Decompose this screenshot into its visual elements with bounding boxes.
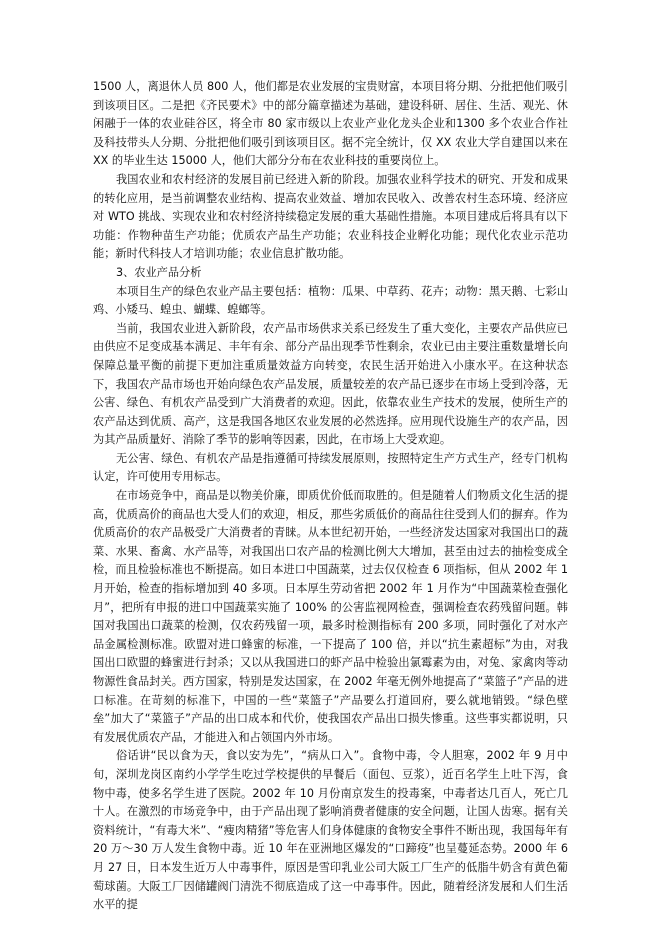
paragraph-2: 我国农业和农村经济的发展目前已经进入新的阶段。加强农业科学技术的研究、开发和成果的转化应用，是当前调整农业结构、提高农业效益、增加农民收入、改善农村生态环境、经济应对 WTO 挑战、实现农业和农村经济持续稳定发展的重大基础性措施。本项目建成后将具有以下功能：作物种苗生产功能；优质农产品生产功能；农业科技企业孵化功能；现代化农业示范功能；新时代科技人才培训功能；农业信息扩散功能。 bbox=[93, 172, 568, 261]
document-page bbox=[93, 78, 568, 915]
paragraph-1: 1500 人，离退休人员 800 人，他们都是农业发展的宝贵财富，本项目将分期、分批把他们吸引到该项目区。二是把《齐民要术》中的部分篇章描述为基础，建设科研、居住、生活、观光、休闲融于一体的农业硅谷区，将全市 80 家市级以上农业产业化龙头企业和1300 多个农业合作社及科技带头人分期、分批把他们吸引到该项目区。据不完全统计，仅 XX 农业大学自建国以来在 XX 的毕业生达 15000 人，他们大部分分布在农业科技的重要岗位上。 bbox=[93, 80, 568, 168]
paragraph-7: 在市场竞争中，商品是以物美价廉，即质优价低而取胜的。但是随着人们物质文化生活的提高，优质高价的商品也大受人们的欢迎，相反，那些劣质低价的商品往往受到人们的摒弃。作为优质高价的农产品极受广大消费者的青睐。从本世纪初开始，一些经济发达国家对我国出口的蔬菜、水果、畜禽、水产品等，对我国出口农产品的检测比例大大增加，甚至由过去的抽检变成全检，而且检验标准也不断提高。如日本进口中国蔬菜，过去仅仅检查 6 项指标，但从 2002 年 1 月开始，检查的指标增加到 40 多项。日本厚生劳动省把 2002 年 1 月作为“中国蔬菜检查强化月”，把所有申报的进口中国蔬菜实施了 100% 的公害监视网检查，强调检查农药残留问题。韩国对我国出口蔬菜的检测，仅农药残留一项，最多时检测指标有 200 多项，同时强化了对水产品金属检测标准。欧盟对进口蜂蜜的标准，一下提高了 100 倍，并以“抗生素超标”为由，对我国出口欧盟的蜂蜜进行封杀；又以从我国进口的虾产品中检验出氯霉素为由，对兔、家禽肉等动物源性食品封关。西方国家，特别是发达国家，在 2002 年毫无例外地提高了“菜篮子”产品的进口标准。在苛刻的标准下，中国的一些“菜篮子”产品要么打道回府，要么就地销毁。“绿色壁垒”加大了“菜篮子”产品的出口成本和代价，使我国农产品出口损失惨重。这些事实都说明，只有发展优质农产品，才能进入和占领国内外市场。 bbox=[93, 489, 568, 744]
paragraph-5: 当前，我国农业进入新阶段，农产品市场供求关系已经发生了重大变化，主要农产品供应已由供应不足变成基本满足、丰年有余、部分产品出现季节性剩余，农业已由主要注重数量增长向保障总量平衡的前提下更加注重质量效益方向转变，农民生活开始进入小康水平。在这种状态下，我国农产品市场也开始向绿色农产品发展，质量较差的农产品已逐步在市场上受到冷落，无公害、绿色、有机农产品受到广大消费者的欢迎。因此，依靠农业生产技术的发展，使所生产的农产品达到优质、高产，这是我国各地区农业发展的必然选择。应用现代设施生产的农产品，因为其产品质量好、消除了季节的影响等因素，因此，在市场上大受欢迎。 bbox=[93, 321, 568, 447]
paragraph-6: 无公害、绿色、有机农产品是指遵循可持续发展原则，按照特定生产方式生产，经专门机构认定，许可使用专用标志。 bbox=[93, 451, 568, 484]
paragraph-8: 俗话讲“民以食为天，食以安为先”，“病从口入”。食物中毒，令人胆寒，2002 年 9 月中旬，深圳龙岗区南约小学学生吃过学校提供的早餐后（面包、豆浆），近百名学生上吐下泻，食物中毒，使多名学生进了医院。2002 年 10 月份南京发生的投毒案，中毒者达几百人，死亡几十人。在激烈的市场竞争中，由于产品出现了影响消费者健康的安全问题，让国人齿寒。据有关资料统计，“有毒大米”、“瘦肉精猪”等危害人们身体健康的食物安全事件不断出现，我国每年有 20 万～30 万人发生食物中毒。近 10 年在亚洲地区爆发的“口蹄疫”也呈蔓延态势。2000 年 6 月 27 日，日本发生近万人中毒事件，原因是雪印乳业公司大阪工厂生产的低脂牛奶含有黄色葡萄球菌。大阪工厂因储罐阀门清洗不彻底造成了这一中毒事件。因此，随着经济发展和人们生活水平的提 bbox=[93, 749, 568, 912]
paragraph-4: 本项目生产的绿色农业产品主要包括：植物：瓜果、中草药、花卉；动物：黑天鹅、七彩山鸡、小矮马、蝗虫、蝴蝶、蝗螂等。 bbox=[93, 284, 568, 317]
section-heading-product-analysis: 3、农业产品分析 bbox=[116, 265, 202, 279]
